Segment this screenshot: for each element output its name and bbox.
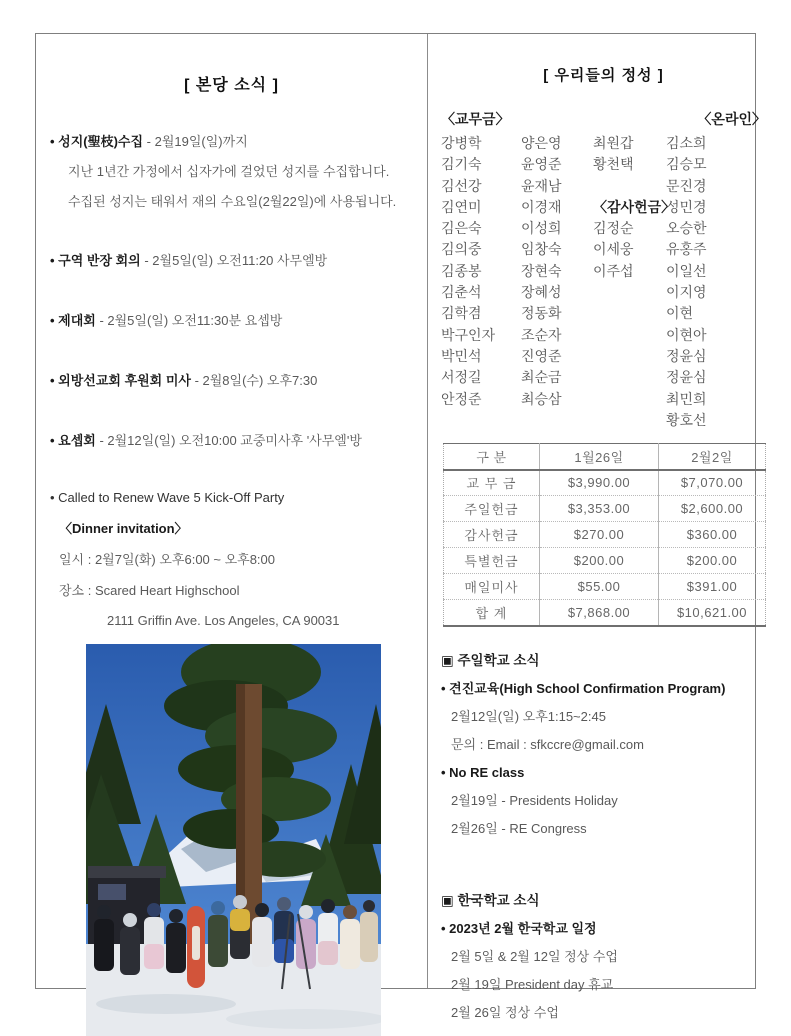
korean-school-schedule-line: 2월 26일 정상 수업	[451, 1004, 559, 1020]
name-item: 이현아	[666, 326, 707, 343]
name-item: 강병학	[441, 135, 482, 151]
name-item: 문진경	[666, 177, 707, 194]
name-item: 장현숙	[521, 262, 562, 279]
name-item: 정동화	[521, 305, 562, 322]
names-subheader: 〈감사헌금〉	[593, 198, 676, 215]
donation-col-header: 2월2일	[659, 444, 766, 470]
notice-rest: - 2월5일(일) 오전11:30분 요셉방	[95, 313, 283, 328]
name-item: 장혜성	[521, 284, 562, 301]
donation-amount: $391.00	[659, 574, 766, 600]
name-item: 김소희	[666, 135, 707, 151]
donation-row	[444, 548, 766, 574]
names-header-row	[441, 109, 766, 129]
name-empty-cell	[521, 410, 593, 431]
name-item: 김기숙	[441, 156, 482, 173]
ski-trip-photo-illustration	[86, 644, 381, 1036]
name-item: 황호선	[666, 411, 707, 428]
name-item: 김선강	[441, 177, 482, 194]
name-item: 양은영	[521, 135, 562, 151]
korean-school-schedule-head: • 2023년 2월 한국학교 일정	[441, 920, 597, 936]
name-item: 오승한	[666, 220, 707, 237]
name-item: 김연미	[441, 198, 482, 215]
donation-category: 주일헌금	[444, 496, 540, 522]
name-item: 윤재남	[521, 177, 562, 194]
notice-item	[50, 252, 417, 269]
name-empty-cell	[593, 176, 666, 197]
notice-item	[50, 432, 417, 449]
donation-amount: $7,070.00	[659, 470, 766, 496]
name-empty-cell	[441, 410, 521, 431]
donation-category: 특별헌금	[444, 548, 540, 574]
donation-amount: $200.00	[540, 548, 659, 574]
name-item: 안정준	[441, 390, 482, 407]
party-title: • Called to Renew Wave 5 Kick-Off Party	[50, 490, 285, 505]
notice-item	[50, 372, 417, 389]
name-empty-cell	[593, 346, 666, 367]
name-item: 서정길	[441, 369, 482, 386]
parish-notices	[50, 133, 417, 629]
donation-table	[443, 443, 766, 627]
donation-amount: $200.00	[659, 548, 766, 574]
name-item: 박민석	[441, 347, 482, 364]
notice-item	[50, 133, 417, 210]
no-re-class-head: • No RE class	[441, 764, 525, 780]
name-item: 이현	[666, 305, 694, 322]
name-empty-cell	[593, 410, 666, 431]
donation-row	[444, 600, 766, 626]
name-item: 황천택	[593, 156, 634, 173]
name-item: 김승모	[666, 156, 707, 173]
korean-school-block	[441, 893, 766, 1021]
donation-row	[444, 470, 766, 496]
donation-amount: $3,990.00	[540, 470, 659, 496]
bulletin-sheet	[35, 33, 766, 1020]
name-item: 김은숙	[441, 220, 482, 237]
name-item: 최승삼	[521, 390, 562, 407]
notice-head: • 제대회	[50, 313, 96, 328]
name-item: 박구인자	[441, 326, 496, 343]
donation-amount: $3,353.00	[540, 496, 659, 522]
notice-subline: 수집된 성지는 태워서 재의 수요일(2월22일)에 사용됩니다.	[68, 194, 397, 209]
names-header-gyomugeum: 〈교무금〉	[441, 111, 510, 127]
notice-head: • 구역 반장 회의	[50, 253, 141, 268]
name-item: 최민희	[666, 390, 707, 407]
donation-col-header: 1월26일	[540, 444, 659, 470]
notice-head: • 요셉회	[50, 433, 96, 448]
no-re-class-date2: 2월26일 - RE Congress	[451, 820, 587, 836]
name-item: 이세웅	[593, 241, 634, 258]
name-empty-cell	[593, 389, 666, 410]
donation-amount: $10,621.00	[659, 600, 766, 626]
notice-head: • 외방선교회 후원회 미사	[50, 373, 191, 388]
offerings-title: [ 우리들의 정성 ]	[543, 67, 664, 84]
ski-trip-photo	[86, 644, 381, 1036]
name-item: 조순자	[521, 326, 562, 343]
donation-row	[444, 522, 766, 548]
name-item: 이성희	[521, 220, 562, 237]
name-item: 유홍주	[666, 241, 707, 258]
confirmation-program-time: 2월12일(일) 오후1:15~2:45	[451, 708, 606, 724]
parish-news-title: [ 본당 소식 ]	[184, 77, 279, 94]
korean-school-title: ▣ 한국학교 소식	[441, 892, 540, 908]
name-item: 성민경	[666, 198, 707, 215]
name-item: 김학겸	[441, 305, 482, 322]
name-item: 임창숙	[521, 241, 562, 258]
donation-table-body	[444, 470, 766, 626]
notice-rest: - 2월12일(일) 오전10:00 교중미사후 '사무엘'방	[95, 433, 362, 448]
donation-row	[444, 574, 766, 600]
name-item: 이주섭	[593, 262, 634, 279]
donation-category: 합 계	[475, 605, 508, 621]
donation-table-header	[444, 444, 766, 470]
party-datetime: 일시 : 2월7일(화) 오후6:00 ~ 오후8:00	[59, 552, 276, 567]
notice-rest: - 2월19일(일)까지	[143, 134, 248, 149]
notice-rest: - 2월5일(일) 오전11:20 사무엘방	[140, 253, 328, 268]
korean-school-schedule-line: 2월 5일 & 2월 12일 정상 수업	[451, 948, 618, 964]
donation-category: 교 무 금	[444, 470, 540, 496]
donation-amount: $2,600.00	[659, 496, 766, 522]
name-item: 정윤심	[666, 347, 707, 364]
name-item: 김종봉	[441, 262, 482, 279]
name-item: 윤영준	[521, 156, 562, 173]
donation-amount: $7,868.00	[540, 600, 659, 626]
names-header-online: 〈온라인〉	[697, 111, 766, 127]
notice-item	[50, 312, 417, 329]
korean-school-schedule-line: 2월 19일 President day 휴교	[451, 976, 614, 992]
kickoff-party-block	[50, 489, 417, 629]
donation-category: 매일미사	[444, 574, 540, 600]
sunday-school-block	[441, 653, 766, 837]
notice-rest: - 2월8일(수) 오후7:30	[190, 373, 318, 388]
name-empty-cell	[593, 367, 666, 388]
name-item: 진영준	[521, 347, 562, 364]
offerings-column	[428, 34, 777, 1020]
donation-row	[444, 496, 766, 522]
confirmation-program-email: 문의 : Email : sfkccre@gmail.com	[451, 736, 644, 752]
name-empty-cell	[593, 303, 666, 324]
donation-amount: $270.00	[540, 522, 659, 548]
donation-category: 감사헌금	[444, 522, 540, 548]
name-item: 김정순	[593, 220, 634, 237]
names-grid	[441, 133, 766, 431]
party-address: 2111 Griffin Ave. Los Angeles, CA 90031	[107, 613, 340, 628]
confirmation-program-head: • 견진교육(High School Confirmation Program)	[441, 680, 726, 696]
name-item: 김의중	[441, 241, 482, 258]
name-item: 최원갑	[593, 135, 634, 151]
name-item: 김춘석	[441, 284, 482, 301]
notice-head: • 성지(聖枝)수집	[50, 134, 144, 149]
donation-amount: $360.00	[659, 522, 766, 548]
name-empty-cell	[593, 282, 666, 303]
no-re-class-date1: 2월19일 - Presidents Holiday	[451, 792, 618, 808]
notice-subline: 지난 1년간 가정에서 십자가에 걸었던 성지를 수집합니다.	[68, 164, 390, 179]
name-item: 이일선	[666, 262, 707, 279]
name-item: 최순금	[521, 369, 562, 386]
donation-amount: $55.00	[540, 574, 659, 600]
name-empty-cell	[593, 325, 666, 346]
party-location: 장소 : Scared Heart Highschool	[59, 583, 240, 598]
sunday-school-title: ▣ 주일학교 소식	[441, 652, 540, 668]
name-item: 정윤심	[666, 369, 707, 386]
party-subtitle: 〈Dinner invitation〉	[59, 521, 188, 536]
parish-news-column	[36, 34, 428, 988]
name-item: 이지영	[666, 284, 707, 301]
name-item: 이경재	[521, 198, 562, 215]
donation-col-header: 구 분	[444, 444, 540, 470]
